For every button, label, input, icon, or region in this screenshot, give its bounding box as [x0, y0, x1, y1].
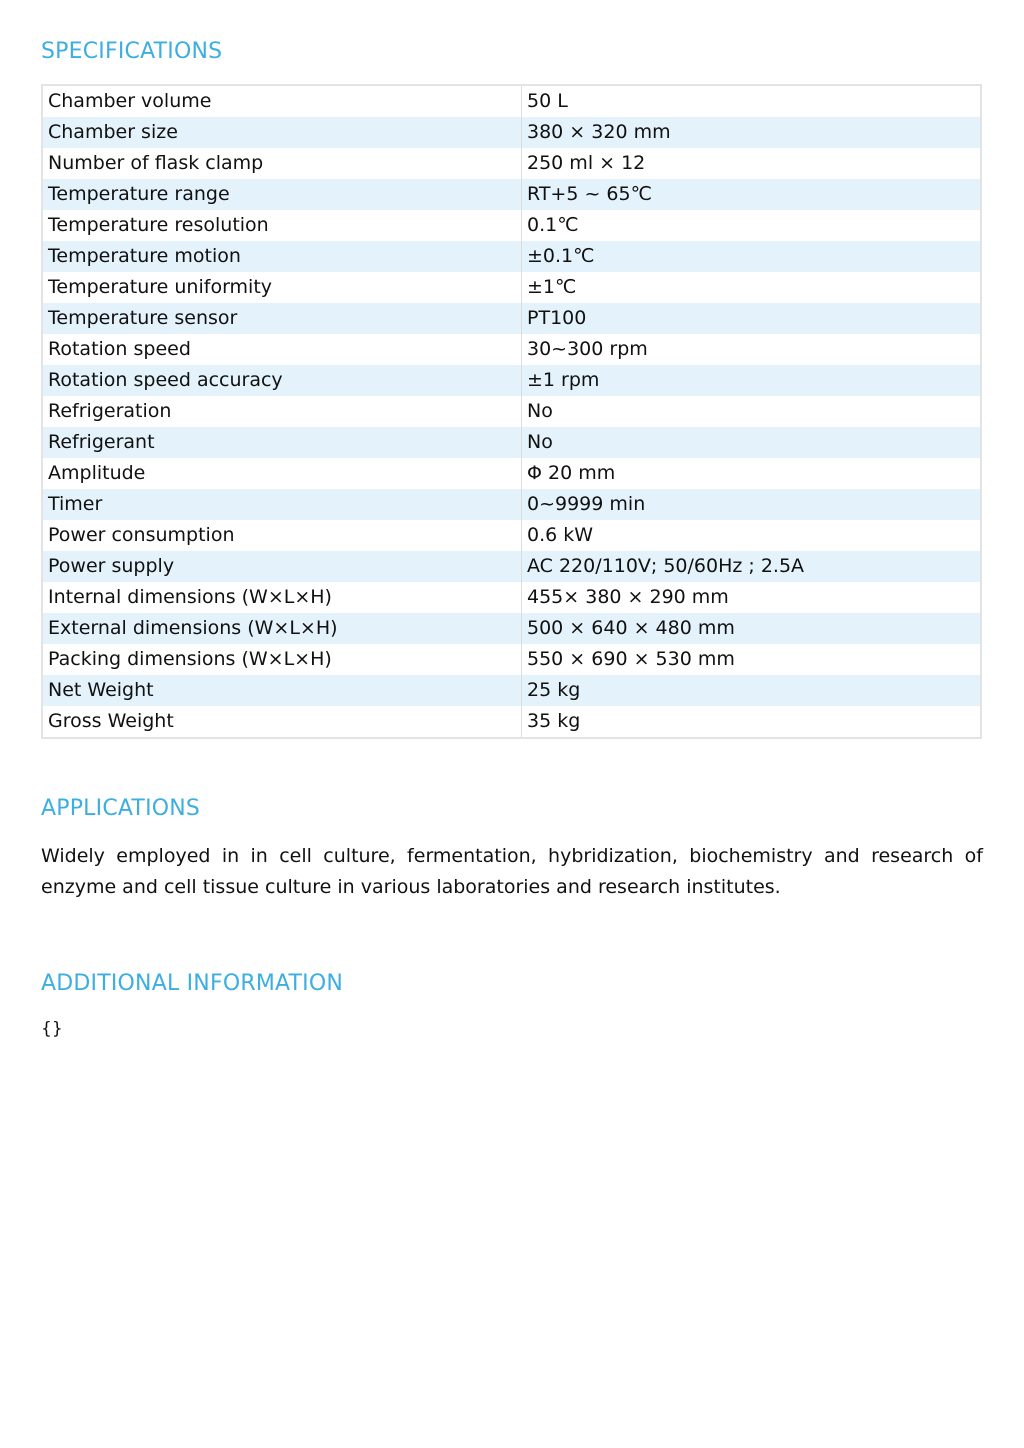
spec-value: 0.6 kW — [522, 520, 982, 551]
spec-label: Gross Weight — [42, 706, 522, 738]
spec-value: ±1℃ — [522, 272, 982, 303]
table-row — [42, 675, 981, 706]
spec-value: No — [522, 396, 982, 427]
spec-label: Refrigeration — [42, 396, 522, 427]
specifications-table — [41, 84, 982, 739]
spec-label: Number of flask clamp — [42, 148, 522, 179]
spec-value: ±0.1℃ — [522, 241, 982, 272]
spec-value: ±1 rpm — [522, 365, 982, 396]
spec-label: Chamber size — [42, 117, 522, 148]
additional-information-heading: ADDITIONAL INFORMATION — [41, 971, 344, 996]
spec-value: 250 ml × 12 — [522, 148, 982, 179]
spec-value: 50 L — [522, 85, 982, 117]
specifications-heading: SPECIFICATIONS — [41, 39, 223, 64]
spec-value: PT100 — [522, 303, 982, 334]
spec-label: Rotation speed — [42, 334, 522, 365]
spec-value: RT+5 ~ 65℃ — [522, 179, 982, 210]
table-row — [42, 427, 981, 458]
table-row — [42, 241, 981, 272]
spec-value: 500 × 640 × 480 mm — [522, 613, 982, 644]
spec-value: 35 kg — [522, 706, 982, 738]
spec-label: Timer — [42, 489, 522, 520]
spec-label: Temperature uniformity — [42, 272, 522, 303]
spec-value: 380 × 320 mm — [522, 117, 982, 148]
additional-information-text: {} — [41, 1019, 63, 1039]
spec-label: Packing dimensions (W×L×H) — [42, 644, 522, 675]
spec-value: 0.1℃ — [522, 210, 982, 241]
spec-label: Temperature motion — [42, 241, 522, 272]
table-row — [42, 582, 981, 613]
spec-value: Φ 20 mm — [522, 458, 982, 489]
table-row — [42, 396, 981, 427]
spec-label: Power supply — [42, 551, 522, 582]
table-row — [42, 272, 981, 303]
spec-label: External dimensions (W×L×H) — [42, 613, 522, 644]
spec-value: 0~9999 min — [522, 489, 982, 520]
table-row — [42, 85, 981, 117]
spec-value: 455× 380 × 290 mm — [522, 582, 982, 613]
table-row — [42, 117, 981, 148]
table-row — [42, 179, 981, 210]
table-row — [42, 365, 981, 396]
spec-label: Amplitude — [42, 458, 522, 489]
applications-heading: APPLICATIONS — [41, 796, 201, 821]
spec-value: No — [522, 427, 982, 458]
spec-label: Refrigerant — [42, 427, 522, 458]
specifications-table-body — [42, 85, 981, 738]
table-row — [42, 458, 981, 489]
table-row — [42, 551, 981, 582]
spec-label: Chamber volume — [42, 85, 522, 117]
spec-value: 25 kg — [522, 675, 982, 706]
applications-paragraph: Widely employed in in cell culture, fermentation, hybridization, biochemistry and research of enzyme and cell tissue culture in various laboratories and research institutes. — [41, 845, 983, 898]
spec-label: Temperature resolution — [42, 210, 522, 241]
table-row — [42, 644, 981, 675]
table-row — [42, 148, 981, 179]
table-row — [42, 520, 981, 551]
spec-value: 550 × 690 × 530 mm — [522, 644, 982, 675]
table-row — [42, 706, 981, 738]
spec-label: Rotation speed accuracy — [42, 365, 522, 396]
table-row — [42, 489, 981, 520]
spec-value: 30~300 rpm — [522, 334, 982, 365]
spec-value: AC 220/110V; 50/60Hz ; 2.5A — [522, 551, 982, 582]
table-row — [42, 210, 981, 241]
spec-label: Net Weight — [42, 675, 522, 706]
spec-label: Temperature range — [42, 179, 522, 210]
table-row — [42, 334, 981, 365]
table-row — [42, 303, 981, 334]
table-row — [42, 613, 981, 644]
spec-label: Power consumption — [42, 520, 522, 551]
spec-label: Internal dimensions (W×L×H) — [42, 582, 522, 613]
spec-label: Temperature sensor — [42, 303, 522, 334]
